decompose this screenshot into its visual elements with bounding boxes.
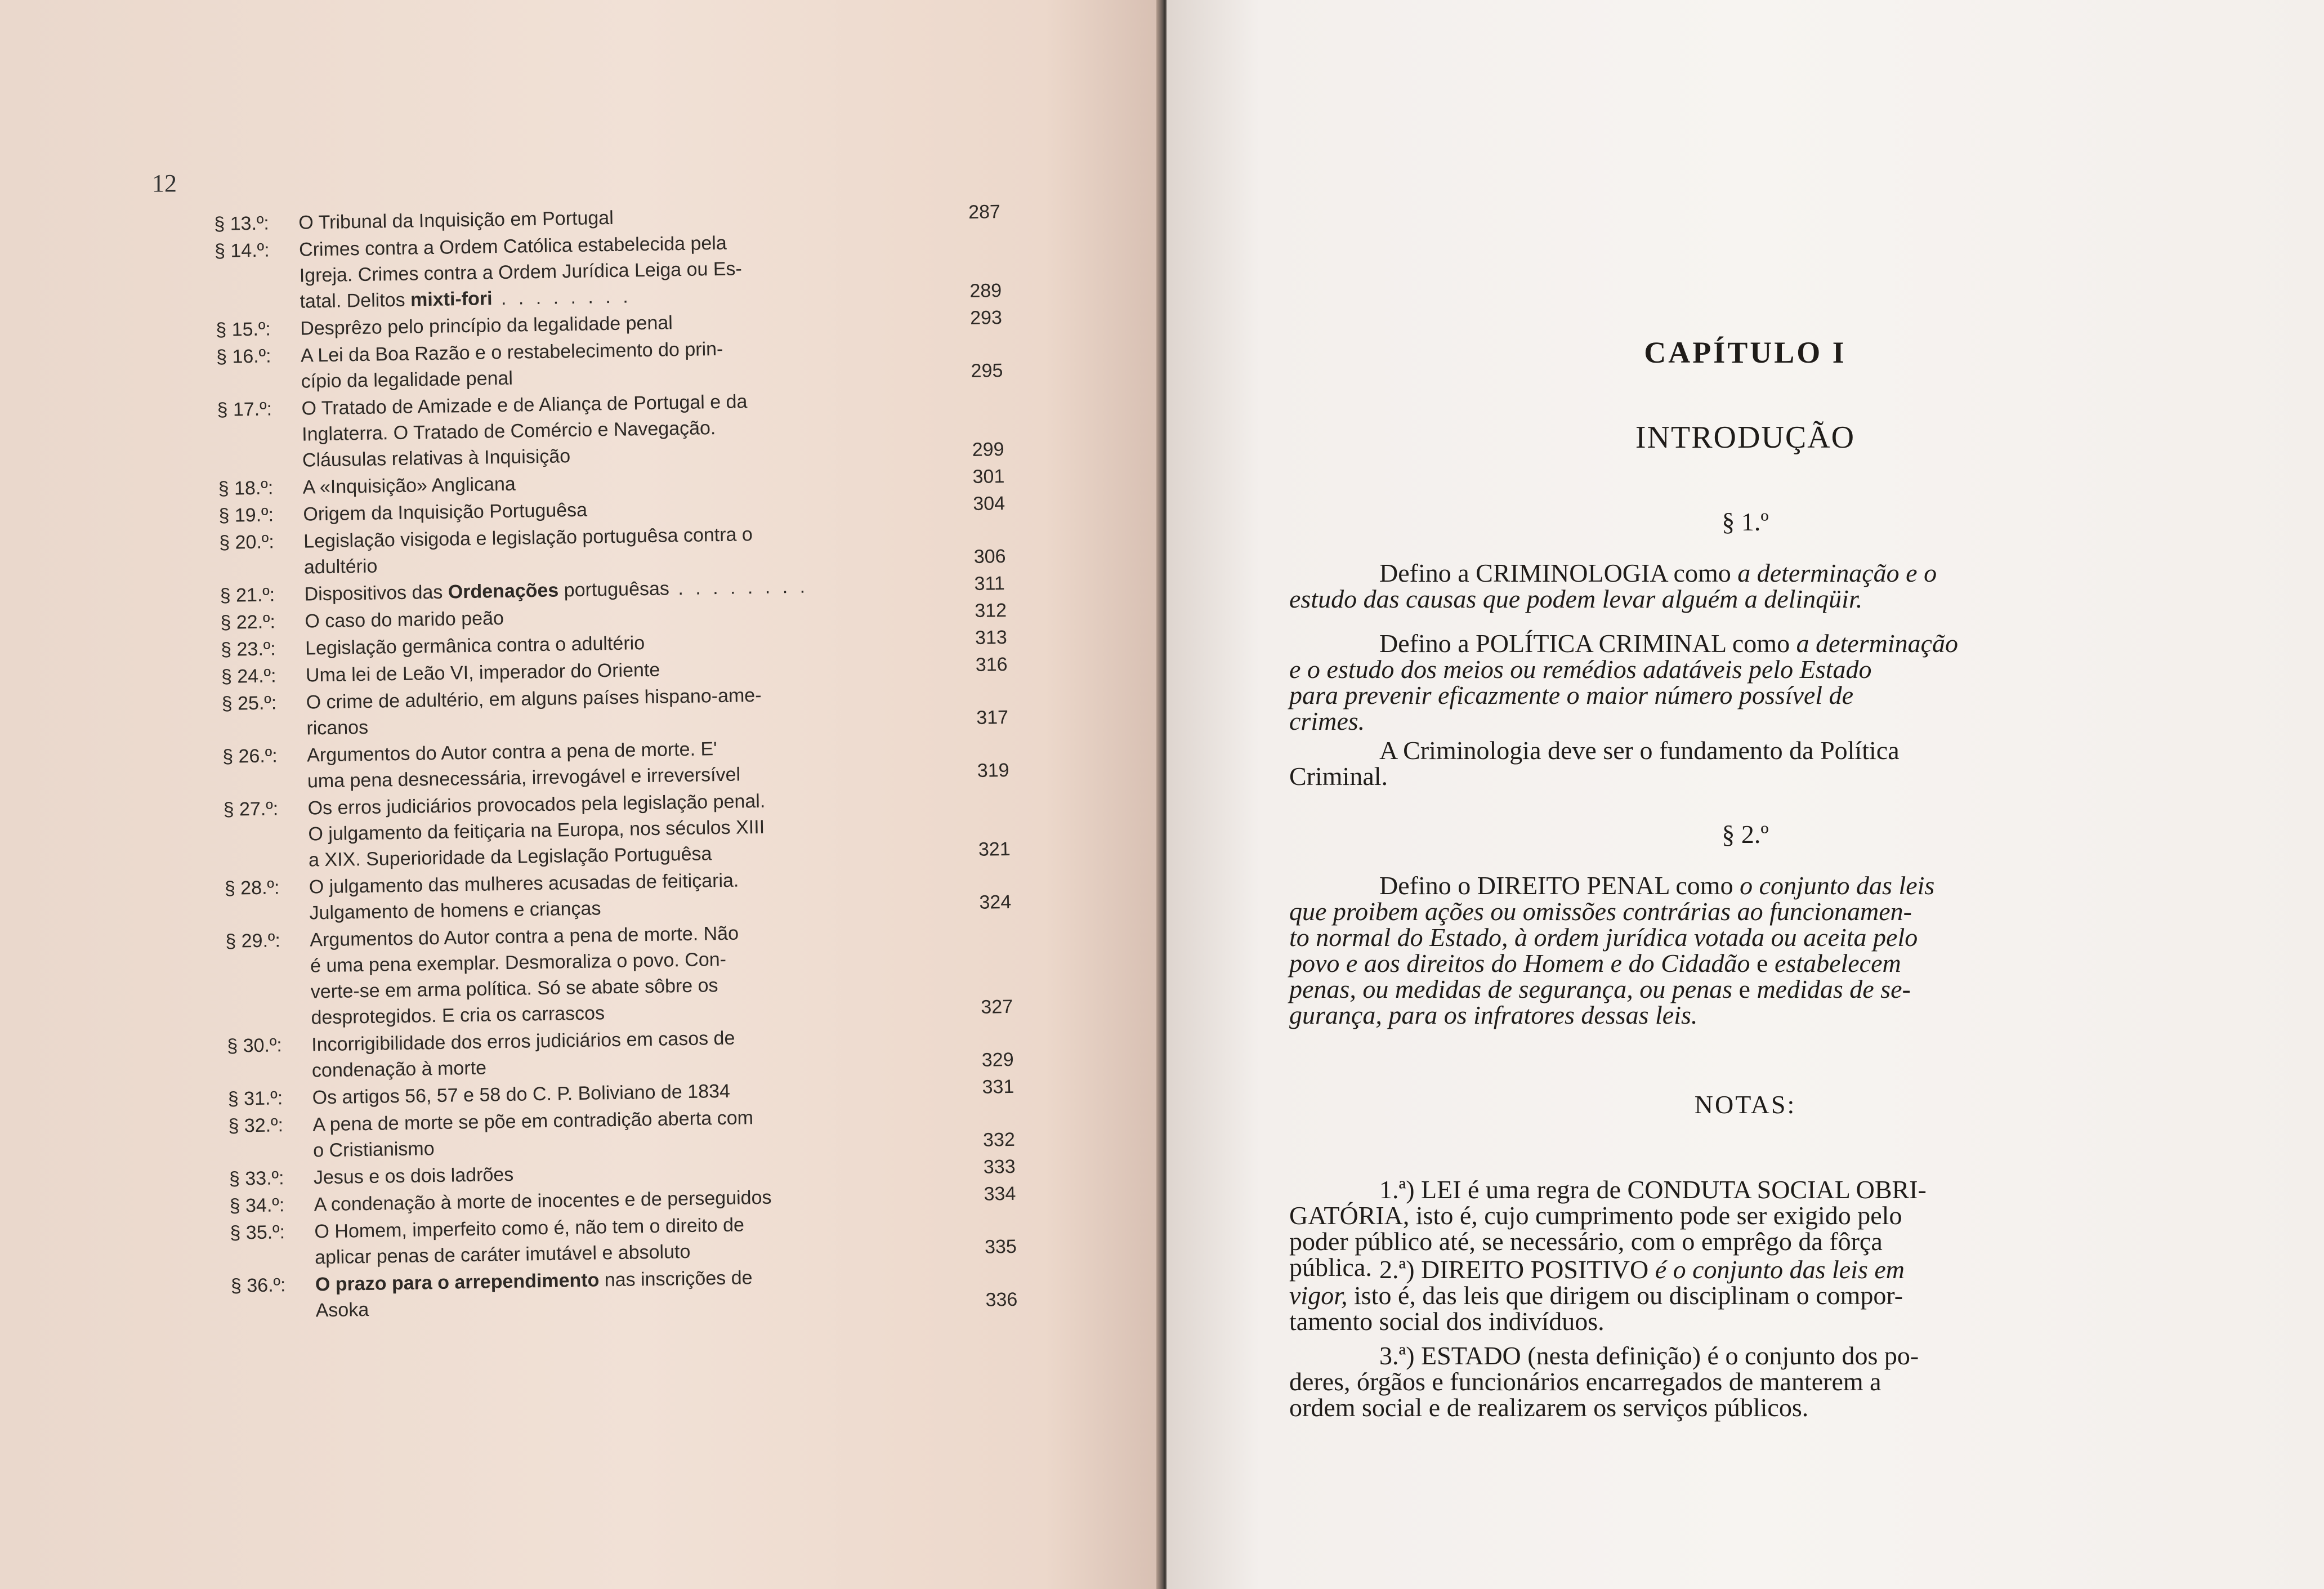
toc-section-number: § 16.º: [216, 345, 271, 368]
text-span: e [1738, 975, 1750, 1003]
toc-section-number: § 13.º: [214, 212, 270, 235]
toc-title-line: Asoka [315, 1298, 369, 1322]
text-line: tamento social dos indivíduos. [1289, 1307, 1605, 1336]
italic-span: a determinação e o [1737, 559, 1937, 587]
toc-title-line: cípio da legalidade penal [301, 367, 513, 392]
toc-entry [223, 783, 1069, 874]
bold-span: mixti-fori [410, 288, 493, 311]
text-line: GATÓRIA, isto é, cujo cumprimento pode ser exigido pelo [1289, 1201, 1902, 1230]
text-span: isto é, das leis que dirigem ou disciplinam o compor- [1347, 1281, 1903, 1310]
toc-title-line: a XIX. Superioridade da Legislação Portuguêsa [308, 843, 712, 871]
italic-span: estabelecem [1768, 949, 1901, 977]
toc-title-line: Inglaterra. O Tratado de Comércio e Navegação. [301, 417, 716, 445]
toc-page-number: 321 [978, 838, 1011, 860]
toc-section-number: § 22.º: [220, 611, 276, 633]
toc-title-line: aplicar penas de caráter imutável e absoluto [314, 1240, 691, 1269]
italic-span: que proibem ações ou omissões contrárias ao funcionamen- [1289, 897, 1912, 926]
toc-page-number: 317 [976, 706, 1009, 729]
text-line: 3.ª) ESTADO (nesta definição) é o conjunto dos po- [1379, 1341, 1919, 1370]
toc-title-line: Legislação germânica contra o adultério [305, 632, 645, 659]
italic-span: para prevenir eficazmente o maior número possível de [1289, 681, 1854, 709]
toc-title-line: verte-se em arma política. Só se abate sôbre os [310, 975, 718, 1003]
left-page [0, 0, 1161, 1589]
bold-span: O prazo para o arrependimento [315, 1269, 600, 1296]
toc-page-number: 334 [984, 1182, 1016, 1205]
toc-section-number: § 26.º: [222, 745, 278, 767]
toc-title-line: é uma pena exemplar. Desmoraliza o povo. Con- [310, 948, 727, 977]
toc-title-line: O julgamento da feitiçaria na Europa, nos séculos XIII [308, 816, 765, 845]
toc-title-line: uma pena desnecessária, irrevogável e irreversível [307, 764, 741, 792]
toc-section-number: § 18.º: [218, 477, 274, 499]
italic-span: é o conjunto das leis em [1655, 1255, 1905, 1284]
text-line: deres, órgãos e funcionários encarregados de manterem a [1289, 1367, 1881, 1396]
toc-title-line: Os erros judiciários provocados pela legislação penal. [307, 790, 766, 819]
toc-page-number: 333 [983, 1155, 1016, 1178]
toc-title-line: ricanos [306, 716, 369, 739]
italic-span: estudo das causas que podem levar alguém a delinqüir. [1289, 584, 1863, 613]
toc-title-line: A Lei da Boa Razão e o restabelecimento do prin- [300, 338, 723, 367]
table-of-contents [214, 198, 1076, 1325]
text-span: Defino a POLÍTICA CRIMINAL como [1379, 629, 1796, 658]
text-span: e [1757, 949, 1768, 977]
toc-entry-title [315, 1262, 952, 1324]
toc-section-number: § 24.º: [221, 665, 276, 688]
toc-entry-title [306, 680, 942, 742]
toc-entry-title [303, 519, 940, 581]
paragraph-criminologia [1289, 560, 2134, 612]
toc-section-number: § 23.º: [220, 638, 276, 660]
toc-section-number: § 34.º: [229, 1194, 285, 1217]
italic-span: penas, ou medidas de segurança, ou penas [1289, 975, 1739, 1003]
notes-heading: NOTAS: [1694, 1090, 1796, 1119]
italic-span: to normal do Estado, à ordem jurídica votada ou aceita pelo [1289, 923, 1918, 952]
text-line: poder público até, se necessário, com o emprêgo da fôrça [1289, 1227, 1883, 1256]
toc-title-line: Uma lei de Leão VI, imperador do Oriente [305, 659, 660, 686]
toc-entry [214, 225, 1060, 316]
toc-section-number: § 29.º: [225, 930, 281, 952]
toc-title-line: Cláusulas relativas à Inquisição [302, 445, 571, 471]
toc-title-line: Argumentos do Autor contra a pena de morte. Não [310, 922, 739, 951]
toc-page-number: 293 [969, 307, 1003, 329]
toc-page-number: 304 [973, 492, 1005, 515]
italic-span: e o estudo dos meios ou remédios adatáveis pelo Estado [1289, 655, 1872, 684]
paragraph-politica-criminal [1289, 631, 2134, 734]
italic-span: vigor, [1289, 1281, 1348, 1310]
toc-page-number: 327 [981, 996, 1013, 1018]
toc-entry [225, 915, 1071, 1032]
toc-title-line: Origem da Inquisição Portuguêsa [303, 499, 588, 525]
toc-title-line: Igreja. Crimes contra a Ordem Jurídica Leiga ou Es- [299, 258, 743, 287]
toc-title-line: A pena de morte se põe em contradição aberta com [312, 1107, 754, 1136]
toc-section-number: § 28.º: [224, 877, 280, 899]
toc-page-number: 335 [984, 1235, 1017, 1258]
toc-section-number: § 27.º: [223, 798, 279, 820]
toc-title-line: O crime de adultério, em alguns países hispano-ame- [306, 684, 762, 713]
text-line: Criminal. [1289, 762, 1388, 791]
toc-page-number: 329 [981, 1048, 1014, 1071]
italic-span: medidas de se- [1750, 975, 1911, 1003]
toc-entry-title [307, 733, 944, 794]
paragraph-direito-penal [1289, 873, 2134, 1028]
paragraph-fundamento [1289, 738, 2134, 789]
toc-page-number: 324 [979, 891, 1012, 913]
text-line: pública. [1289, 1253, 1372, 1282]
text-span: Dispositivos das [304, 581, 449, 605]
toc-title-line: O Homem, imperfeito como é, não tem o direito de [314, 1214, 745, 1243]
toc-page-number: 319 [977, 759, 1009, 782]
italic-span: gurança, para os infratores dessas leis. [1289, 1001, 1698, 1029]
toc-section-number: § 20.º: [218, 531, 275, 554]
toc-page-number: 316 [975, 653, 1008, 676]
toc-title-line: Legislação visigoda e legislação portuguêsa contra o [303, 524, 753, 552]
italic-span: crimes. [1289, 707, 1365, 735]
toc-title-line: o Cristianismo [312, 1138, 435, 1162]
toc-title-line: O caso do marido peão [305, 608, 504, 632]
toc-page-number: 336 [985, 1288, 1018, 1311]
chapter-heading: CAPÍTULO I [1644, 336, 1847, 369]
toc-section-number: § 15.º: [216, 318, 271, 341]
toc-entry-title [301, 386, 938, 474]
toc-title-line: Julgamento de homens e crianças [309, 898, 601, 924]
toc-title-line: Argumentos do Autor contra a pena de morte. E' [306, 738, 717, 766]
italic-span: a determinação [1796, 629, 1959, 658]
section-heading-1: § 1.º [1722, 507, 1769, 536]
toc-title-line: desprotegidos. E cria os carrascos [311, 1002, 605, 1029]
toc-title-line: condenação à morte [311, 1057, 487, 1082]
text-span: Defino a CRIMINOLOGIA como [1379, 559, 1738, 587]
toc-entry-title [309, 864, 946, 926]
italic-span: povo e aos direitos do Homem e do Cidadão [1289, 949, 1757, 977]
toc-title-line: Incorrigibilidade dos erros judiciários em casos de [311, 1027, 735, 1056]
toc-leader-dots: . . . . . . . . [669, 575, 809, 600]
toc-section-number: § 14.º: [214, 239, 270, 262]
toc-page-number: 313 [975, 626, 1008, 649]
toc-section-number: § 35.º: [230, 1221, 285, 1244]
toc-page-number: 312 [975, 599, 1007, 622]
toc-page-number: 289 [969, 280, 1002, 302]
italic-span: o conjunto das leis [1740, 871, 1935, 900]
toc-title-line: Os artigos 56, 57 e 58 do C. P. Boliviano de 1834 [312, 1080, 731, 1109]
chapter-title: INTRODUÇÃO [1635, 420, 1856, 455]
text-line: A Criminologia deve ser o fundamento da Política [1379, 736, 1900, 765]
toc-title-line: adultério [303, 555, 378, 578]
text-line: ordem social e de realizarem os serviços públicos. [1289, 1393, 1809, 1422]
toc-title-line: O julgamento das mulheres acusadas de feitiçaria. [309, 869, 739, 898]
toc-page-number: 306 [973, 545, 1006, 568]
toc-section-number: § 17.º: [217, 398, 272, 421]
text-span: nas inscrições de [599, 1267, 753, 1291]
text-span: portuguêsas [558, 578, 670, 601]
page-number: 12 [152, 169, 177, 197]
note-direito-positivo [1289, 1253, 2134, 1336]
toc-page-number: 311 [974, 573, 1005, 595]
toc-section-number: § 36.º: [230, 1274, 286, 1297]
text-line: 1.ª) LEI é uma regra de CONDUTA SOCIAL OBRI- [1379, 1175, 1927, 1204]
toc-section-number: § 32.º: [228, 1114, 284, 1137]
toc-title-line: O Tratado de Amizade e de Aliança de Portugal e da [301, 391, 748, 419]
toc-entry-title [312, 1102, 949, 1164]
toc-page-number: 331 [982, 1075, 1014, 1098]
toc-entry-title [310, 917, 948, 1031]
text-span: Defino o DIREITO PENAL como [1379, 871, 1740, 900]
toc-title-line: Desprêzo pelo princípio da legalidade penal [300, 312, 673, 340]
toc-title-line: A «Inquisição» Anglicana [302, 473, 516, 498]
toc-title-line: A condenação à morte de inocentes e de perseguidos [314, 1186, 772, 1216]
toc-page-number: 295 [971, 360, 1003, 382]
toc-section-number: § 30.º: [226, 1034, 283, 1057]
toc-leader-dots: . . . . . . . . [492, 285, 632, 310]
toc-title-line: Jesus e os dois ladrões [313, 1163, 514, 1189]
toc-section-number: § 21.º: [220, 584, 275, 606]
bold-span: Ordenações [448, 579, 559, 603]
section-heading-2: § 2.º [1722, 820, 1769, 849]
toc-entry-title [299, 227, 936, 315]
toc-section-number: § 31.º: [227, 1087, 283, 1110]
toc-page-number: 301 [972, 466, 1005, 488]
text-span: tatal. Delitos [300, 289, 411, 313]
toc-entry-title [307, 785, 945, 873]
toc-entry [217, 383, 1062, 475]
toc-page-number: 299 [972, 439, 1004, 461]
toc-entry-title [314, 1209, 951, 1271]
toc-title-line: Crimes contra a Ordem Católica estabelecida pela [298, 232, 727, 261]
note-estado [1289, 1343, 2134, 1421]
toc-entry-title [301, 333, 937, 395]
toc-entry-title [311, 1022, 948, 1084]
toc-page-number: 287 [968, 201, 1001, 223]
toc-title-line: O Tribunal da Inquisição em Portugal [298, 207, 614, 234]
toc-section-number: § 19.º: [218, 504, 274, 526]
toc-section-number: § 25.º: [221, 692, 277, 715]
toc-page-number: 332 [982, 1128, 1016, 1151]
text-span: 2.ª) DIREITO POSITIVO [1379, 1255, 1655, 1284]
toc-section-number: § 33.º: [229, 1167, 284, 1190]
